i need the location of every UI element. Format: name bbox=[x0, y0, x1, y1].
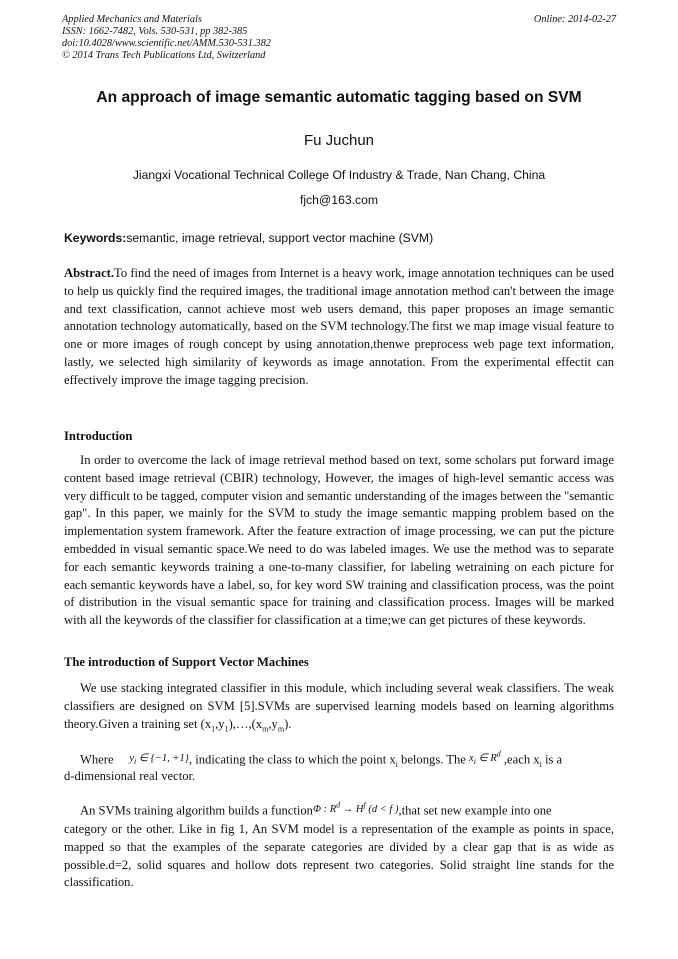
introduction-text: In order to overcome the lack of image retrieval method based on text, some scholars put forward image content based image retrieval (CBIR) technology, However, the images of high-level semantic access was very difficult to be tagged, computer vision and semantic understanding of the images between the "semantic gap". In this paper, we mainly for the SVM to study the image semantic mapping problem based on the implementation system framework. After the feature extraction of image processing, we can put the picture embedded in visual semantic space.We need to do was labeled images. We use the method was to separate for each semantic keywords training a one-to-many classifier, for labeling wetraining on each picture for each semantic keywords have a label, so, for key word SW training and classification process, was the point of distribution in the visual semantic space for training and classification process. Images will be marked with all the keywords of the classifier for classification at a time;we can get pictures of these keywords. bbox=[64, 453, 614, 628]
abstract-text: To find the need of images from Internet is a heavy work, image annotation techniques can be used to help us quickly find the required images, the traditional image annotation method can't between the image and text classification, cannot achieve most web users demand, this paper proposes an image semantic annotation technology automatically, based on the SVM technology.The first we map image visual feature to one or more images of rough concept by using annotation,thenwe preprocess web page text information, lastly, we selected high similarity of keywords as image annotation. From the experimental effectit can effectively improve the image tagging precision. bbox=[64, 266, 614, 387]
mapping-formula: Φ : Rd → Hf (d < f ) bbox=[312, 800, 399, 815]
paper-title: An approach of image semantic automatic tagging based on SVM bbox=[96, 89, 582, 106]
abstract bbox=[64, 265, 614, 390]
abstract-label: Abstract. bbox=[64, 266, 115, 280]
svm-paragraph-2: category or the other. Like in fig 1, An SVM model is a representation of the example as points in space, mapped so that the examples of the separate categories are divided by a clear gap that is as wide as possible.d=2, solid squares and hollow dots represent two categories. Solid straight line stands for the classification. bbox=[64, 822, 614, 890]
where-line-2: d-dimensional real vector. bbox=[64, 769, 196, 783]
copyright-line: © 2014 Trans Tech Publications Ltd, Switzerland bbox=[62, 50, 266, 61]
online-date: Online: 2014-02-27 bbox=[533, 14, 616, 25]
keywords-text: semantic, image retrieval, support vector machine (SVM) bbox=[126, 231, 434, 245]
author-name: Fu Juchun bbox=[303, 132, 375, 149]
vector-space-formula: xi ∈ Rd bbox=[469, 749, 501, 766]
svm-paragraph-1: We use stacking integrated classifier in this module, which including several weak classifiers. The weak classifiers are designed on SVM [5].SVMs are supervised learning models based on learning algorithms theory.Given a training set $(x_1,y_1),\dots,(x_m,y_m)$. bbox=[64, 681, 614, 734]
issn-line: ISSN: 1662-7482, Vols. 530-531, pp 382-385 bbox=[62, 26, 248, 37]
svm-paragraph-2-line: An SVMs training algorithm builds a function$^{\Phi : R^d \to H^f (d < f )}$,that set new example into one bbox=[80, 800, 552, 818]
keywords-label: Keywords: bbox=[64, 231, 127, 245]
affiliation: Jiangxi Vocational Technical College Of Industry & Trade, Nan Chang, China bbox=[132, 168, 546, 182]
doi-line: doi:10.4028/www.scientific.net/AMM.530-531.382 bbox=[62, 38, 271, 49]
svm-heading: The introduction of Support Vector Machines bbox=[64, 655, 309, 669]
label-set-formula: yi ∈ {−1, +1} bbox=[129, 752, 189, 766]
introduction-heading: Introduction bbox=[64, 429, 133, 443]
keywords bbox=[64, 231, 624, 245]
where-line: Where $^{y_i \in \{-1, +1\}}$, indicating the class to which the point $x_i$ belongs. The $^{x_i \in R^d}$ ,each $x_i$ is a bbox=[80, 749, 563, 770]
author-email: fjch@163.com bbox=[299, 193, 379, 207]
journal-name: Applied Mechanics and Materials bbox=[62, 14, 202, 25]
